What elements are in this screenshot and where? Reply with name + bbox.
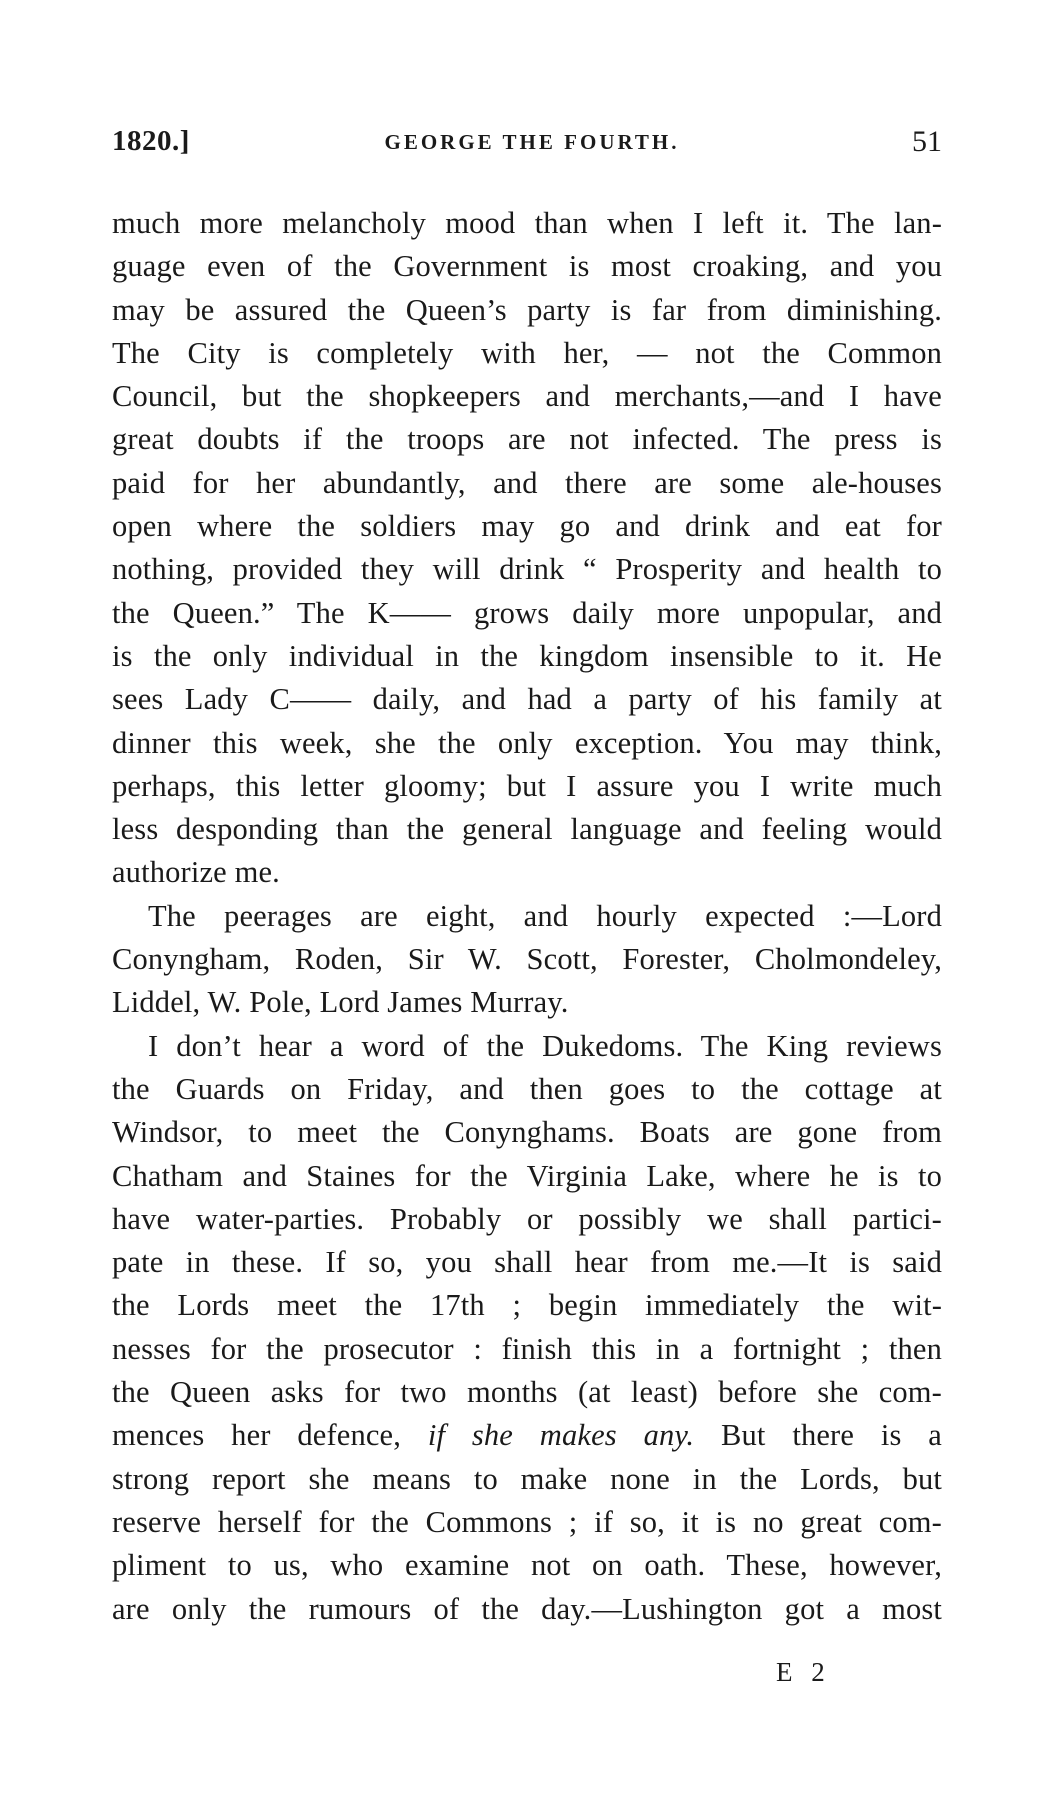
text-line: nothing, provided they will drink “ Prosperity and health to bbox=[112, 552, 942, 587]
text-line: the Guards on Friday, and then goes to the cottage at bbox=[112, 1071, 942, 1106]
page-header bbox=[112, 125, 942, 165]
text-line: paid for her abundantly, and there are some ale-houses bbox=[112, 465, 942, 500]
text-line: may be assured the Queen’s party is far from diminishing. bbox=[112, 292, 942, 327]
text-line: The City is completely with her, — not the Common bbox=[112, 335, 942, 370]
text-line: nesses for the prosecutor : finish this in a fortnight ; then bbox=[112, 1331, 942, 1366]
body-text bbox=[112, 202, 942, 1631]
text-line: have water-parties. Probably or possibly we shall partici- bbox=[112, 1201, 942, 1236]
text-line: Windsor, to meet the Conynghams. Boats are gone from bbox=[112, 1115, 942, 1150]
text-line: open where the soldiers may go and drink and eat for bbox=[112, 509, 942, 544]
text-line: the Queen asks for two months (at least) before she com- bbox=[112, 1375, 942, 1410]
page-number: 51 bbox=[912, 125, 942, 158]
header-year: 1820.] bbox=[112, 125, 190, 157]
text-line: Council, but the shopkeepers and merchants,—and I have bbox=[112, 379, 942, 414]
text-line: authorize me. bbox=[112, 855, 280, 890]
text-line: perhaps, this letter gloomy; but I assure you I write much bbox=[112, 768, 942, 803]
text-line: The peerages are eight, and hourly expected :—Lord bbox=[148, 898, 942, 933]
text-segment: But there is a bbox=[694, 1418, 942, 1453]
text-line: Conyngham, Roden, Sir W. Scott, Forester, Cholmondeley, bbox=[112, 942, 942, 977]
paragraph-3 bbox=[112, 1025, 942, 1631]
text-line: the Queen.” The K—— grows daily more unpopular, and bbox=[112, 595, 942, 630]
text-line: Chatham and Staines for the Virginia Lake, where he is to bbox=[112, 1158, 942, 1193]
text-line: pate in these. If so, you shall hear from me.—It is said bbox=[112, 1245, 942, 1280]
text-line: much more melancholy mood than when I left it. The lan- bbox=[112, 206, 942, 240]
text-line: Liddel, W. Pole, Lord James Murray. bbox=[112, 985, 569, 1020]
book-page bbox=[112, 125, 942, 1631]
text-line: sees Lady C—— daily, and had a party of his family at bbox=[112, 682, 942, 717]
italic-phrase: if she makes any. bbox=[427, 1418, 695, 1453]
text-line: less desponding than the general language and feeling would bbox=[112, 812, 942, 847]
text-line-with-italic bbox=[112, 1414, 942, 1457]
text-line: is the only individual in the kingdom insensible to it. He bbox=[112, 638, 942, 673]
text-line: I don’t hear a word of the Dukedoms. The King reviews bbox=[148, 1028, 942, 1063]
signature-mark: E 2 bbox=[776, 1657, 831, 1687]
text-line: the Lords meet the 17th ; begin immediately the wit- bbox=[112, 1288, 942, 1323]
text-line: strong report she means to make none in the Lords, but bbox=[112, 1461, 942, 1496]
running-title: GEORGE THE FOURTH. bbox=[384, 130, 680, 154]
text-line: pliment to us, who examine not on oath. These, however, bbox=[112, 1548, 942, 1583]
text-line: dinner this week, she the only exception. You may think, bbox=[112, 725, 942, 760]
text-segment: mences her defence, bbox=[112, 1418, 428, 1453]
paragraph-1 bbox=[112, 202, 942, 895]
text-line: guage even of the Government is most croaking, and you bbox=[112, 249, 942, 284]
paragraph-2 bbox=[112, 895, 942, 1025]
text-line: reserve herself for the Commons ; if so, it is no great com- bbox=[112, 1504, 942, 1539]
text-line: great doubts if the troops are not infected. The press is bbox=[112, 422, 942, 457]
text-line: are only the rumours of the day.—Lushington got a most bbox=[112, 1591, 942, 1626]
